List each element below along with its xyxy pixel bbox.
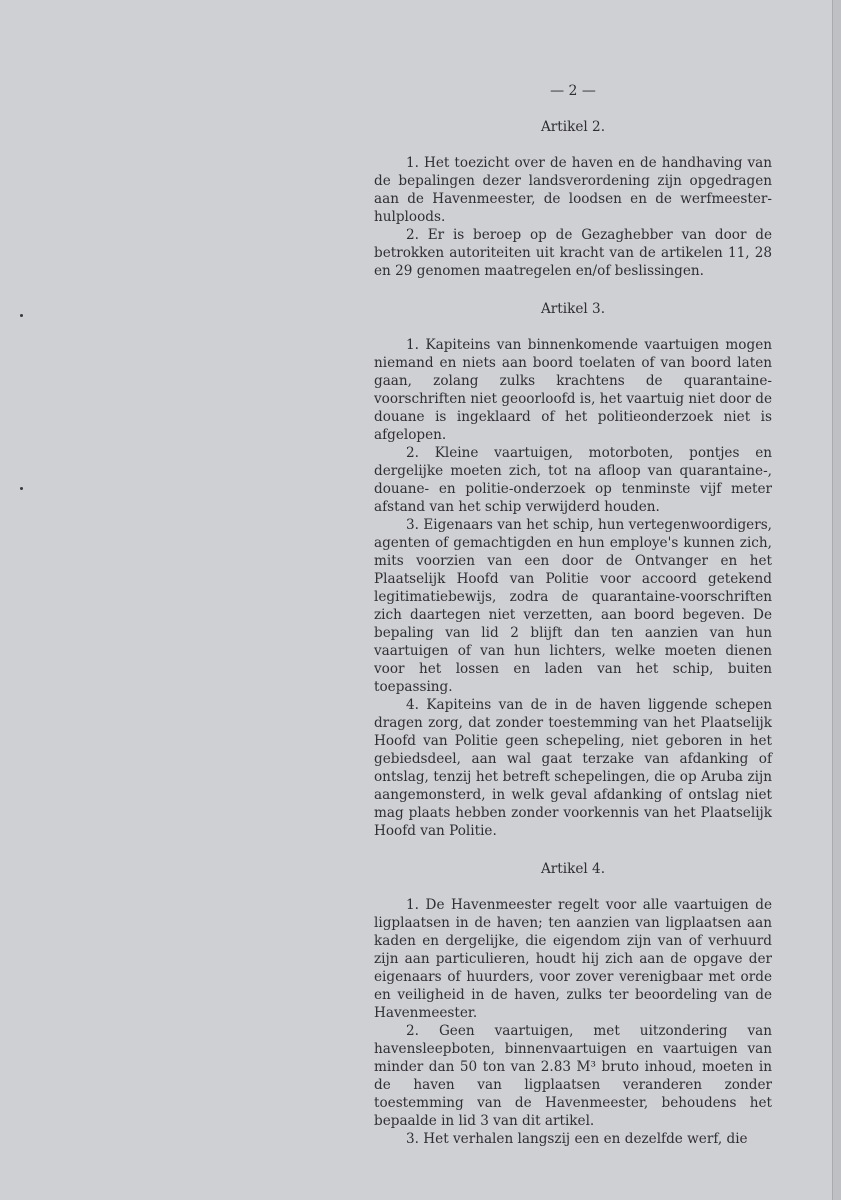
paragraph: 2. Kleine vaartuigen, motorboten, pontjes en dergelijke moeten zich, tot na afloop van quarantaine-, douane- en politie-onderzoek op tenminste vijf meter afstand van het schip verwijderd houden. [374, 445, 772, 515]
paragraph: 1. De Havenmeester regelt voor alle vaartuigen de ligplaatsen in de haven; ten aanzien van ligplaatsen aan kaden en dergelijke, die eigendom zijn van of verhuurd zijn aan particulieren, houdt hij zich aan de opgave der eigenaars of huurders, voor zover verenigbaar met orde en veiligheid in de haven, zulks ter beoordeling van de Havenmeester. [374, 897, 772, 1021]
article-4 [374, 860, 772, 1148]
page-number: — 2 — [550, 83, 596, 99]
article-3 [374, 300, 772, 840]
paragraph: 4. Kapiteins van de in de haven liggende schepen dragen zorg, dat zonder toestemming van het Plaatselijk Hoofd van Politie geen schepeling, niet geboren in het gebiedsdeel, aan wal gaat terzake van afdanking of ontslag, tenzij het betreft schepelingen, die op Aruba zijn aangemonsterd, in welk geval afdanking of ontslag niet mag plaats hebben zonder voorkennis van het Plaatselijk Hoofd van Politie. [374, 697, 772, 839]
paragraph: 1. Kapiteins van binnenkomende vaartuigen mogen niemand en niets aan boord toelaten of van boord laten gaan, zolang zulks krachtens de quarantaine-voorschriften niet geoorloofd is, het vaartuig niet door de douane is ingeklaard of het politieonderzoek niet is afgelopen. [374, 337, 772, 443]
paragraph: 2. Geen vaartuigen, met uitzondering van havensleepboten, binnenvaartuigen en vaartuigen van minder dan 50 ton van 2.83 M³ bruto inhoud, moeten in de haven van ligplaatsen veranderen zonder toestemming van de Havenmeester, behoudens het bepaalde in lid 3 van dit artikel. [374, 1023, 772, 1129]
text-column [374, 82, 772, 1148]
article-heading: Artikel 2. [540, 119, 606, 135]
paragraph: 3. Eigenaars van het schip, hun vertegenwoordigers, agenten of gemachtigden en hun employe's kunnen zich, mits voorzien van een door de Ontvanger en het Plaatselijk Hoofd van Politie voor accoord getekend legitimatiebewijs, zodra de quarantaine-voorschriften zich daartegen niet verzetten, aan boord begeven. De bepaling van lid 2 blijft dan ten aanzien van hun vaartuigen of van hun lichters, welke moeten dienen voor het lossen en laden van het schip, buiten toepassing. [374, 517, 772, 695]
article-heading: Artikel 4. [540, 861, 606, 877]
spacer [374, 280, 772, 300]
paragraph: 3. Het verhalen langszij een en dezelfde werf, die [406, 1131, 748, 1147]
punch-mark [20, 314, 23, 317]
spacer [374, 840, 772, 860]
article-heading: Artikel 3. [540, 301, 606, 317]
page-edge [832, 0, 841, 1200]
paragraph: 2. Er is beroep op de Gezaghebber van door de betrokken autoriteiten uit kracht van de artikelen 11, 28 en 29 genomen maatregelen en/of beslissingen. [374, 227, 772, 279]
paragraph: 1. Het toezicht over de haven en de handhaving van de bepalingen dezer landsverordening zijn opgedragen aan de Havenmeester, de loodsen en de werfmeester-hulploods. [374, 155, 772, 225]
punch-mark [20, 487, 23, 490]
article-2 [374, 118, 772, 280]
